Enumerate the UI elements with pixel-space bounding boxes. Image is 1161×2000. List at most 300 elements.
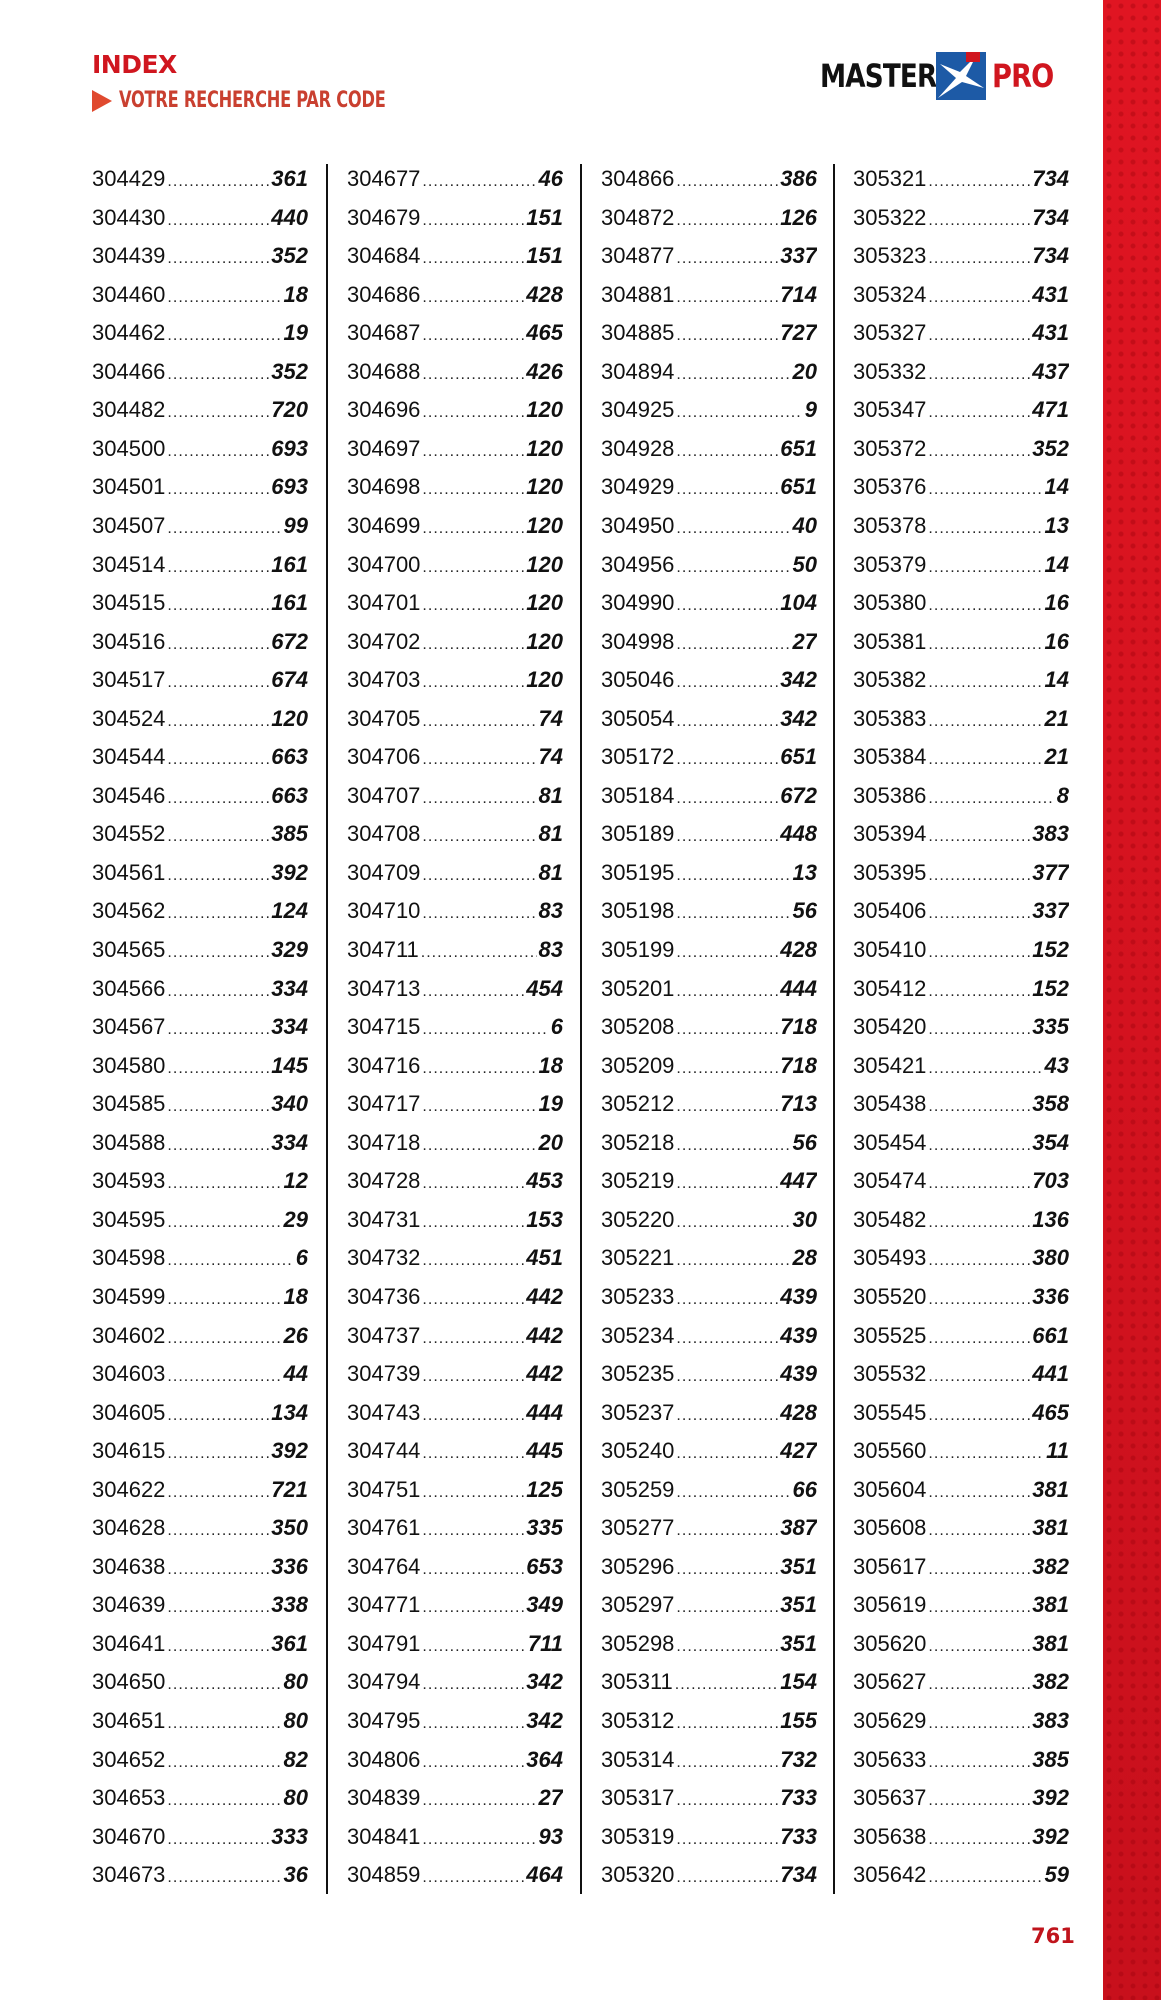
product-code: 304653 [92,1785,166,1811]
page-reference: 40 [792,512,817,538]
product-code: 304552 [92,821,166,847]
page-reference: 674 [271,667,308,693]
dot-leader [422,1435,524,1470]
page-reference: 152 [1032,937,1069,962]
index-entry [347,892,563,930]
dot-leader [422,202,524,237]
index-entry [92,160,308,198]
dot-leader [676,1782,778,1817]
dot-leader [422,1011,548,1046]
dot-leader [928,1859,1042,1894]
index-entry [601,1741,817,1779]
product-code: 305627 [853,1669,927,1695]
page-reference: 8 [1056,782,1069,808]
dot-leader [167,510,281,545]
page-reference: 465 [1032,1399,1069,1425]
index-entry [92,1663,308,1701]
dot-leader [676,1397,778,1432]
page-reference: 56 [792,1129,817,1155]
page-reference: 151 [526,243,563,269]
product-code: 305384 [853,744,927,770]
page-reference: 20 [538,1129,563,1155]
dot-leader [167,741,269,776]
index-entry [601,1008,817,1046]
index-entry [347,1625,563,1663]
product-code: 305381 [853,628,927,654]
dot-leader [167,934,269,969]
index-entry [347,507,563,545]
product-code: 305604 [853,1476,927,1502]
page-reference: 733 [780,1823,817,1849]
dot-leader [676,240,778,275]
product-code: 305378 [853,512,927,538]
dot-leader [676,1204,790,1239]
index-entry [92,1548,308,1586]
product-code: 304580 [92,1052,166,1078]
page-reference: 19 [283,320,308,346]
product-code: 304588 [92,1129,166,1155]
index-entry [853,815,1069,853]
index-entry [347,237,563,275]
index-entry [853,353,1069,391]
dot-leader [676,587,778,622]
dot-leader [676,780,778,815]
product-code: 304599 [92,1283,166,1309]
column-divider [580,164,582,1894]
page-reference: 13 [792,859,817,885]
page-reference: 653 [526,1553,563,1579]
dot-leader [422,587,524,622]
dot-leader [928,1782,1030,1817]
dot-leader [422,1628,526,1663]
product-code: 305198 [601,898,675,924]
page-reference: 329 [271,937,308,962]
product-code: 305386 [853,782,927,808]
page-reference: 104 [780,590,817,616]
product-code: 305234 [601,1322,675,1348]
page-reference: 381 [1032,1630,1069,1656]
masterpro-logo [820,52,1064,100]
product-code: 304507 [92,512,166,538]
index-entry [347,199,563,237]
product-code: 305201 [601,975,675,1001]
index-entry [347,1856,563,1894]
page-reference: 340 [271,1091,308,1117]
index-entry [347,353,563,391]
index-entry [92,1201,308,1239]
page-reference: 136 [1032,1206,1069,1232]
dot-leader [167,202,269,237]
page-reference: 120 [526,397,563,423]
page-reference: 28 [792,1245,817,1271]
dot-leader [928,1474,1030,1509]
product-code: 305311 [601,1669,673,1695]
dot-leader [676,1589,778,1624]
index-entry [347,1509,563,1547]
page-reference: 377 [1032,859,1069,885]
page-reference: 663 [271,744,308,770]
product-code: 304429 [92,166,166,191]
index-entry [347,1355,563,1393]
code-index-columns [0,160,1100,1900]
index-entry [601,546,817,584]
index-entry [601,892,817,930]
dot-leader [422,1474,524,1509]
page-reference: 27 [792,628,817,654]
dot-leader [676,1011,778,1046]
product-code: 305259 [601,1476,675,1502]
page-reference: 364 [526,1746,563,1772]
index-entry [92,1162,308,1200]
dot-leader [928,1512,1030,1547]
page-reference: 334 [271,1129,308,1155]
index-entry [347,1162,563,1200]
page-reference: 392 [271,1438,308,1464]
dot-leader [928,1242,1030,1277]
dot-leader [167,1050,269,1085]
index-entry [601,1702,817,1740]
index-entry [92,931,308,969]
index-entry [92,584,308,622]
index-entry [347,468,563,506]
product-code: 304670 [92,1823,166,1849]
page-reference: 120 [526,435,563,461]
index-entry [853,1471,1069,1509]
dot-leader [928,1397,1030,1432]
product-code: 304598 [92,1245,166,1271]
product-code: 304565 [92,937,166,962]
page-reference: 349 [526,1592,563,1618]
dot-leader [928,356,1030,391]
product-code: 305237 [601,1399,675,1425]
dot-leader [422,703,536,738]
page-reference: 693 [271,474,308,500]
page-reference: 381 [1032,1515,1069,1541]
dot-leader [167,1127,269,1162]
product-code: 304990 [601,590,675,616]
page-reference: 444 [780,975,817,1001]
dot-leader [167,1397,269,1432]
product-code: 304696 [347,397,421,423]
page-reference: 18 [538,1052,563,1078]
page-reference: 145 [271,1052,308,1078]
index-entry [601,1818,817,1856]
dot-leader [928,394,1030,429]
product-code: 304638 [92,1553,166,1579]
dot-leader [676,202,778,237]
page-reference: 337 [780,243,817,269]
page-reference: 20 [792,358,817,384]
dot-leader [928,587,1042,622]
index-entry [853,468,1069,506]
product-code: 304732 [347,1245,421,1271]
page-reference: 465 [526,320,563,346]
dot-leader [422,1127,536,1162]
index-entry [347,777,563,815]
index-entry [601,276,817,314]
page-reference: 26 [283,1322,308,1348]
page-reference: 43 [1044,1052,1069,1078]
product-code: 304701 [347,590,421,616]
product-code: 305298 [601,1630,675,1656]
dot-leader [167,356,269,391]
product-code: 305525 [853,1322,927,1348]
product-code: 304881 [601,281,675,307]
page-reference: 448 [780,821,817,847]
index-entry [853,738,1069,776]
product-code: 305172 [601,744,675,770]
product-code: 305312 [601,1708,675,1733]
page-reference: 120 [526,590,563,616]
product-code: 304585 [92,1091,166,1117]
index-entry [347,1548,563,1586]
dot-leader [928,780,1054,815]
page-reference: 56 [792,898,817,924]
index-entry [853,931,1069,969]
dot-leader [928,1628,1030,1663]
page-reference: 120 [526,474,563,500]
dot-leader [422,1859,524,1894]
index-entry [92,199,308,237]
product-code: 304744 [347,1438,421,1464]
page-reference: 80 [283,1669,308,1695]
index-entry [853,1741,1069,1779]
product-code: 305327 [853,320,927,346]
dot-leader [928,1281,1030,1316]
page-reference: 383 [1032,1708,1069,1733]
page-reference: 50 [792,551,817,577]
dot-leader [422,1088,536,1123]
index-entry [92,276,308,314]
product-code: 304482 [92,397,166,423]
dot-leader [928,549,1042,584]
subtitle-text: VOTRE RECHERCHE PAR CODE [119,88,386,113]
product-code: 305219 [601,1168,675,1194]
dot-leader [422,1589,524,1624]
dot-leader [422,818,536,853]
product-code: 305474 [853,1168,927,1194]
index-entry [347,314,563,352]
page-reference: 29 [283,1206,308,1232]
dot-leader [422,240,524,275]
page-reference: 14 [1044,667,1069,693]
product-code: 305208 [601,1014,675,1040]
index-entry [601,854,817,892]
page-reference: 19 [538,1091,563,1117]
page-reference: 82 [283,1746,308,1772]
page-reference: 392 [1032,1785,1069,1811]
product-code: 304651 [92,1708,166,1733]
index-entry [601,1625,817,1663]
product-code: 304739 [347,1361,421,1387]
product-code: 304771 [347,1592,421,1618]
page-reference: 74 [538,744,563,770]
product-code: 304715 [347,1014,421,1040]
page-reference: 661 [1032,1322,1069,1348]
page-reference: 439 [780,1322,817,1348]
product-code: 304462 [92,320,166,346]
dot-leader [928,1435,1044,1470]
page-reference: 442 [526,1283,563,1309]
product-code: 304602 [92,1322,166,1348]
dot-leader [167,587,269,622]
index-entry [853,1355,1069,1393]
index-entry [92,237,308,275]
product-code: 304430 [92,204,166,230]
page-reference: 80 [283,1785,308,1811]
product-code: 305233 [601,1283,675,1309]
index-entry [92,700,308,738]
page-reference: 663 [271,782,308,808]
page-reference: 11 [1046,1438,1069,1464]
product-code: 305212 [601,1091,675,1117]
index-entry [347,391,563,429]
page-reference: 718 [780,1014,817,1040]
index-entry [92,1818,308,1856]
page-reference: 734 [1032,204,1069,230]
dot-leader [167,1551,269,1586]
index-entry [347,1432,563,1470]
page-reference: 336 [271,1553,308,1579]
index-entry [853,237,1069,275]
dot-leader [676,664,778,699]
index-entry [347,661,563,699]
column-divider [833,164,835,1894]
index-entry [601,1162,817,1200]
index-entry [853,314,1069,352]
page-reference: 338 [271,1592,308,1618]
dot-leader [422,471,524,506]
dot-leader [422,1050,536,1085]
index-entry [853,700,1069,738]
product-code: 305608 [853,1515,927,1541]
dot-leader [422,356,524,391]
index-entry [347,1085,563,1123]
index-entry [853,1586,1069,1624]
dot-leader [167,1512,269,1547]
page-reference: 337 [1032,898,1069,924]
index-entry [347,1394,563,1432]
dot-leader [167,1320,281,1355]
dot-leader [928,163,1030,198]
product-code: 304595 [92,1206,166,1232]
product-code: 304885 [601,320,675,346]
page-reference: 471 [1032,397,1069,423]
index-entry [92,1625,308,1663]
product-code: 305619 [853,1592,927,1618]
page-reference: 81 [538,859,563,885]
index-entry [347,1124,563,1162]
index-entry [92,1124,308,1162]
product-code: 305482 [853,1206,927,1232]
index-entry [92,1085,308,1123]
page-reference: 16 [1044,628,1069,654]
dot-leader [167,780,269,815]
product-code: 305642 [853,1862,927,1888]
product-code: 305454 [853,1129,927,1155]
index-entry [347,1201,563,1239]
product-code: 304713 [347,975,421,1001]
index-entry [92,777,308,815]
page-reference: 120 [526,628,563,654]
product-code: 304687 [347,320,421,346]
product-code: 304566 [92,975,166,1001]
index-entry [92,1741,308,1779]
dot-leader [676,433,778,468]
index-entry [853,1663,1069,1701]
index-entry [853,1124,1069,1162]
index-entry [853,160,1069,198]
product-code: 305421 [853,1052,927,1078]
product-code: 305054 [601,705,675,731]
page-reference: 714 [780,281,817,307]
page-reference: 21 [1044,744,1069,770]
page-reference: 440 [271,204,308,230]
page-reference: 713 [780,1091,817,1117]
page-reference: 392 [271,859,308,885]
dot-leader [422,1705,524,1740]
product-code: 305520 [853,1283,927,1309]
dot-leader [928,1011,1030,1046]
dot-leader [422,163,536,198]
product-code: 304628 [92,1515,166,1541]
page-reference: 83 [538,898,563,924]
dot-leader [676,394,802,429]
dot-leader [167,1088,269,1123]
index-entry [853,1239,1069,1277]
index-entry [347,1008,563,1046]
page-reference: 444 [526,1399,563,1425]
dot-leader [676,471,778,506]
product-code: 304514 [92,551,166,577]
page-reference: 6 [295,1245,308,1271]
page-reference: 14 [1044,474,1069,500]
index-entry [601,199,817,237]
product-code: 305438 [853,1091,927,1117]
index-entry [601,738,817,776]
dot-leader [676,1242,790,1277]
dot-leader [676,1050,778,1085]
page-reference: 153 [526,1206,563,1232]
dot-leader [167,1666,281,1701]
dot-leader [676,818,778,853]
dot-leader [422,1397,524,1432]
index-entry [853,1394,1069,1432]
dot-leader [676,317,778,352]
dot-leader [422,1666,524,1701]
dot-leader [422,741,536,776]
dot-leader [422,317,524,352]
index-entry [601,1239,817,1277]
index-entry [92,970,308,1008]
page-reference: 99 [283,512,308,538]
index-entry [601,1085,817,1123]
dot-leader [422,1744,524,1779]
page-reference: 733 [780,1785,817,1811]
dot-leader [167,317,281,352]
page-reference: 727 [780,320,817,346]
page-reference: 66 [792,1476,817,1502]
product-code: 304684 [347,243,421,269]
product-code: 304699 [347,512,421,538]
page-reference: 124 [271,898,308,924]
index-entry [347,970,563,1008]
product-code: 304700 [347,551,421,577]
index-entry [347,1471,563,1509]
dot-leader [676,857,790,892]
page-reference: 454 [526,975,563,1001]
index-entry [92,815,308,853]
